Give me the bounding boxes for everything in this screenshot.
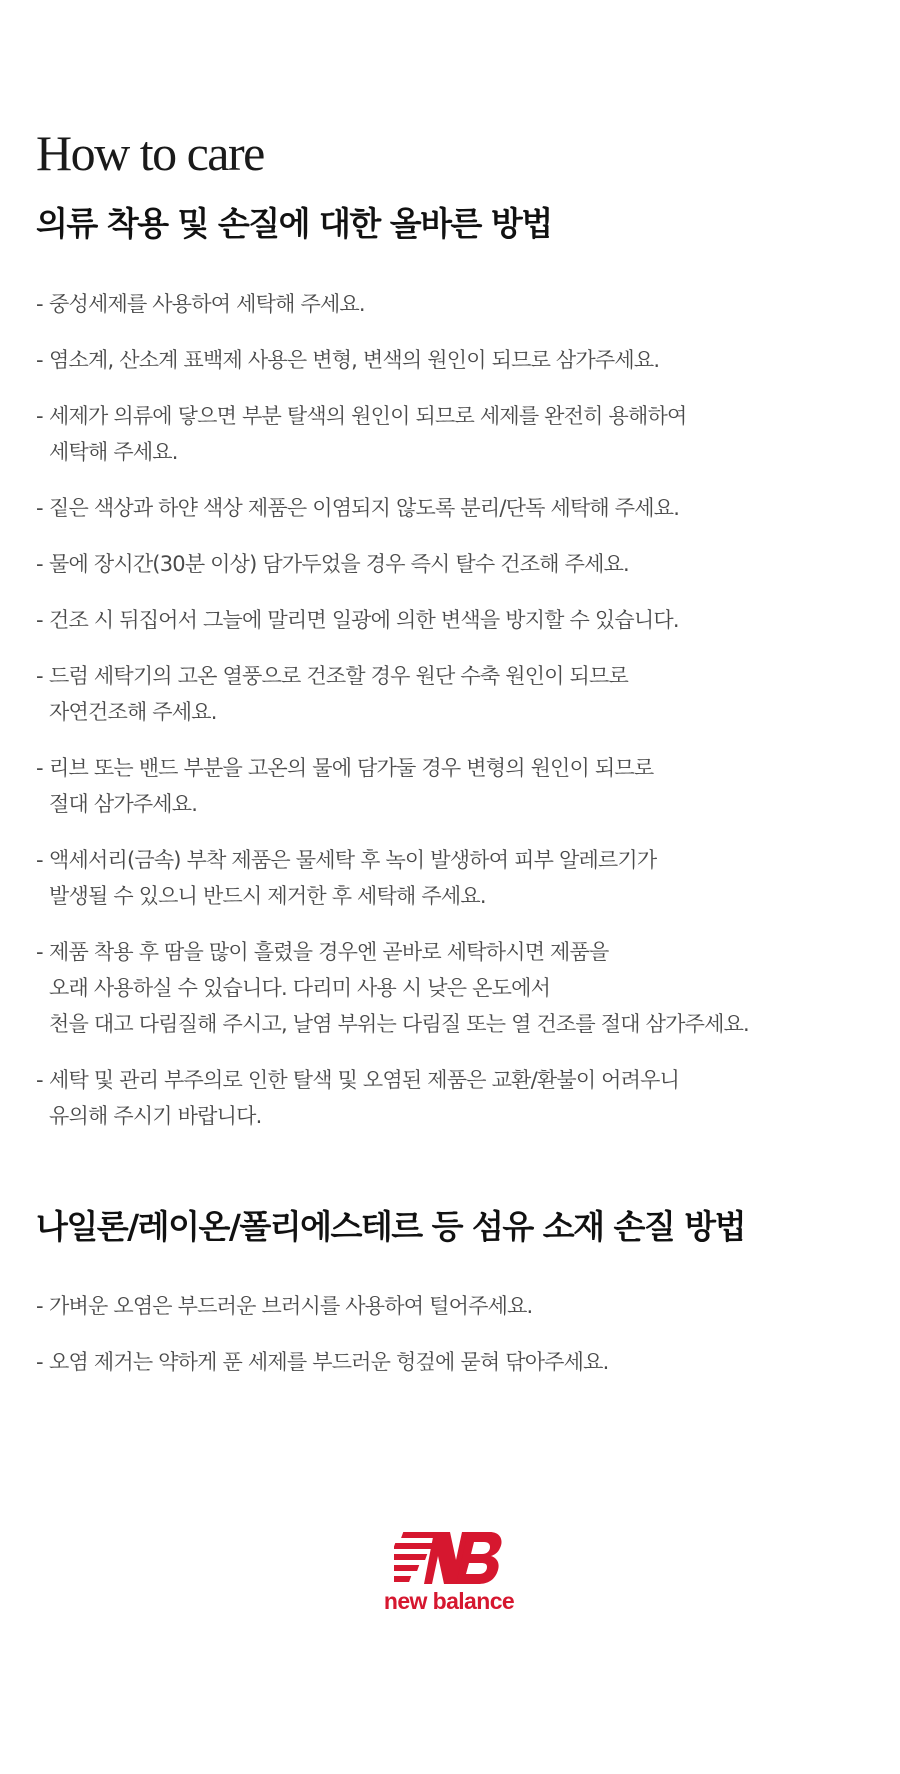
- page-title: How to care: [36, 125, 264, 181]
- garment-care-list: [36, 286, 749, 1154]
- list-item: - 제품 착용 후 땀을 많이 흘렸을 경우엔 곧바로 세탁하시면 제품을 오래 사용하실 수 있습니다. 다리미 사용 시 낮은 온도에서 천을 대고 다림질해 주시고, 날염 부위는 다림질 또는 열 건조를 절대 삼가주세요.: [36, 934, 749, 1042]
- list-item: - 짙은 색상과 하얀 색상 제품은 이염되지 않도록 분리/단독 세탁해 주세요.: [36, 490, 749, 526]
- list-item: - 오염 제거는 약하게 푼 세제를 부드러운 헝겊에 묻혀 닦아주세요.: [36, 1344, 609, 1380]
- list-item: - 액세서리(금속) 부착 제품은 물세탁 후 녹이 발생하여 피부 알레르기가 발생될 수 있으니 반드시 제거한 후 세탁해 주세요.: [36, 842, 749, 914]
- list-item: - 가벼운 오염은 부드러운 브러시를 사용하여 털어주세요.: [36, 1288, 609, 1324]
- list-item: - 건조 시 뒤집어서 그늘에 말리면 일광에 의한 변색을 방지할 수 있습니다.: [36, 602, 749, 638]
- new-balance-nb-logo-icon: [394, 1530, 502, 1586]
- list-item: - 세제가 의류에 닿으면 부분 탈색의 원인이 되므로 세제를 완전히 용해하여 세탁해 주세요.: [36, 398, 749, 470]
- list-item: - 염소계, 산소계 표백제 사용은 변형, 변색의 원인이 되므로 삼가주세요.: [36, 342, 749, 378]
- section-title-garment-care: 의류 착용 및 손질에 대한 올바른 방법: [36, 204, 552, 243]
- list-item: - 세탁 및 관리 부주의로 인한 탈색 및 오염된 제품은 교환/환불이 어려우니 유의해 주시기 바랍니다.: [36, 1062, 749, 1134]
- list-item: - 드럼 세탁기의 고온 열풍으로 건조할 경우 원단 수축 원인이 되므로 자연건조해 주세요.: [36, 658, 749, 730]
- fiber-care-list: [36, 1288, 609, 1400]
- list-item: - 물에 장시간(30분 이상) 담가두었을 경우 즉시 탈수 건조해 주세요.: [36, 546, 749, 582]
- brand-wordmark: new balance: [383, 1588, 515, 1614]
- brand-logo: [374, 1530, 524, 1620]
- list-item: - 중성세제를 사용하여 세탁해 주세요.: [36, 286, 749, 322]
- list-item: - 리브 또는 밴드 부분을 고온의 물에 담가둘 경우 변형의 원인이 되므로 절대 삼가주세요.: [36, 750, 749, 822]
- section-title-fiber-care: 나일론/레이온/폴리에스테르 등 섬유 소재 손질 방법: [36, 1207, 745, 1246]
